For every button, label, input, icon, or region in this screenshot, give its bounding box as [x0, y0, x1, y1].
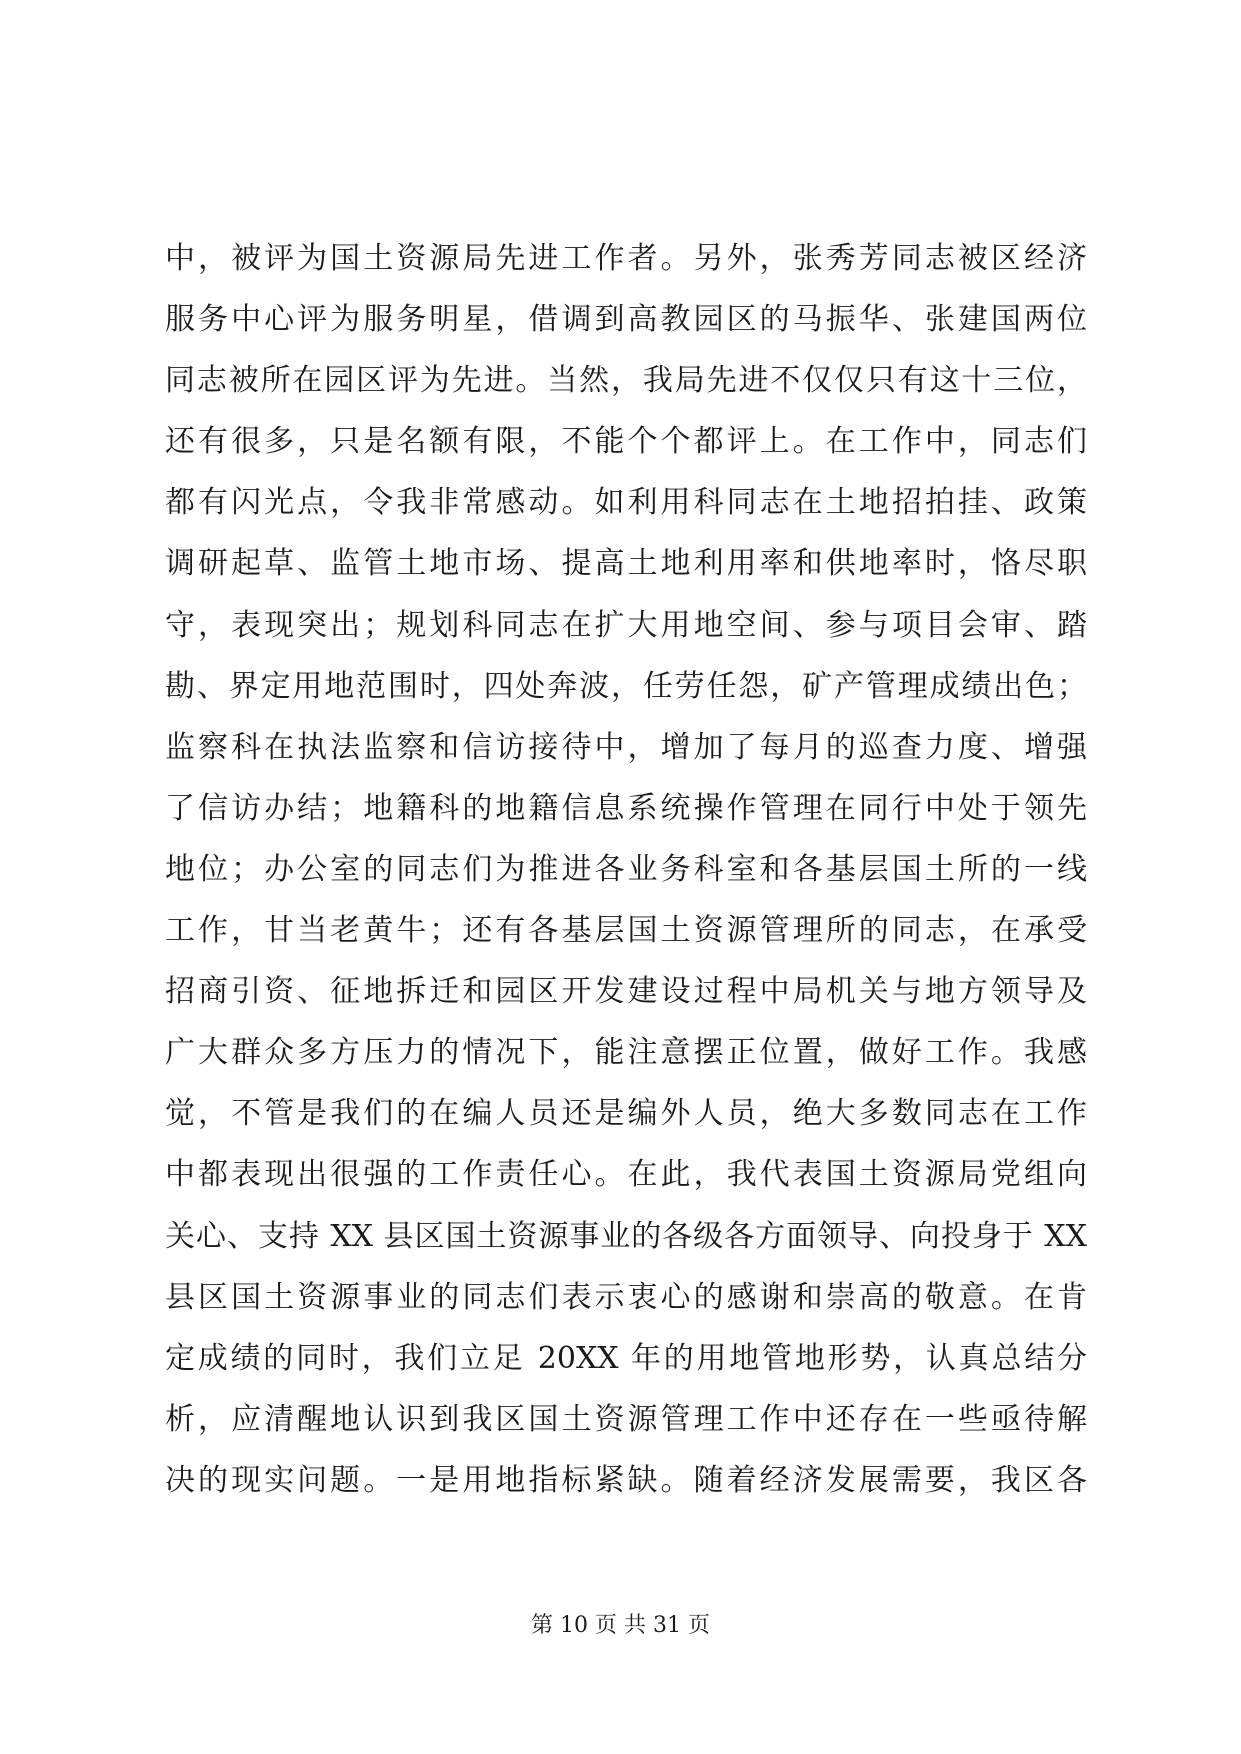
- text-line: 定成绩的同时，我们立足 20XX 年的用地管地形势，认真总结分: [165, 1340, 1087, 1376]
- text-line: 中都表现出很强的工作责任心。在此，我代表国土资源局党组向: [165, 1157, 1087, 1193]
- text-line: 招商引资、征地拆迁和园区开发建设过程中局机关与地方领导及: [165, 974, 1087, 1010]
- text-line: 还有很多，只是名额有限，不能个个都评上。在工作中，同志们: [165, 424, 1087, 460]
- text-line: 决的现实问题。一是用地指标紧缺。随着经济发展需要，我区各: [165, 1462, 1087, 1498]
- text-line: 地位；办公室的同志们为推进各业务科室和各基层国土所的一线: [165, 851, 1087, 887]
- text-line: 服务中心评为服务明星，借调到高教园区的马振华、张建国两位: [165, 302, 1087, 338]
- text-line: 勘、界定用地范围时，四处奔波，任劳任怨，矿产管理成绩出色；: [165, 668, 1087, 704]
- text-line: 觉，不管是我们的在编人员还是编外人员，绝大多数同志在工作: [165, 1096, 1087, 1132]
- text-line: 中，被评为国土资源局先进工作者。另外，张秀芳同志被区经济: [165, 241, 1087, 276]
- text-line: 工作，甘当老黄牛；还有各基层国土资源管理所的同志，在承受: [165, 913, 1087, 949]
- page-number-footer: 第 10 页 共 31 页: [531, 1613, 710, 1638]
- text-line: 县区国土资源事业的同志们表示衷心的感谢和崇高的敬意。在肯: [165, 1279, 1087, 1315]
- text-line: 了信访办结；地籍科的地籍信息系统操作管理在同行中处于领先: [165, 790, 1087, 826]
- text-line: 监察科在执法监察和信访接待中，增加了每月的巡查力度、增强: [165, 729, 1087, 765]
- text-line: 析，应清醒地认识到我区国土资源管理工作中还存在一些亟待解: [165, 1401, 1087, 1437]
- body-text: [165, 228, 1087, 1511]
- text-line: 广大群众多方压力的情况下，能注意摆正位置，做好工作。我感: [165, 1035, 1087, 1071]
- text-line: 关心、支持 XX 县区国土资源事业的各级各方面领导、向投身于 XX: [165, 1218, 1087, 1254]
- text-line: 都有闪光点，令我非常感动。如利用科同志在土地招拍挂、政策: [165, 485, 1087, 521]
- text-line: 守，表现突出；规划科同志在扩大用地空间、参与项目会审、踏: [165, 607, 1087, 643]
- text-line: 同志被所在园区评为先进。当然，我局先进不仅仅只有这十三位，: [165, 363, 1087, 399]
- text-line: 调研起草、监管土地市场、提高土地利用率和供地率时，恪尽职: [165, 546, 1087, 582]
